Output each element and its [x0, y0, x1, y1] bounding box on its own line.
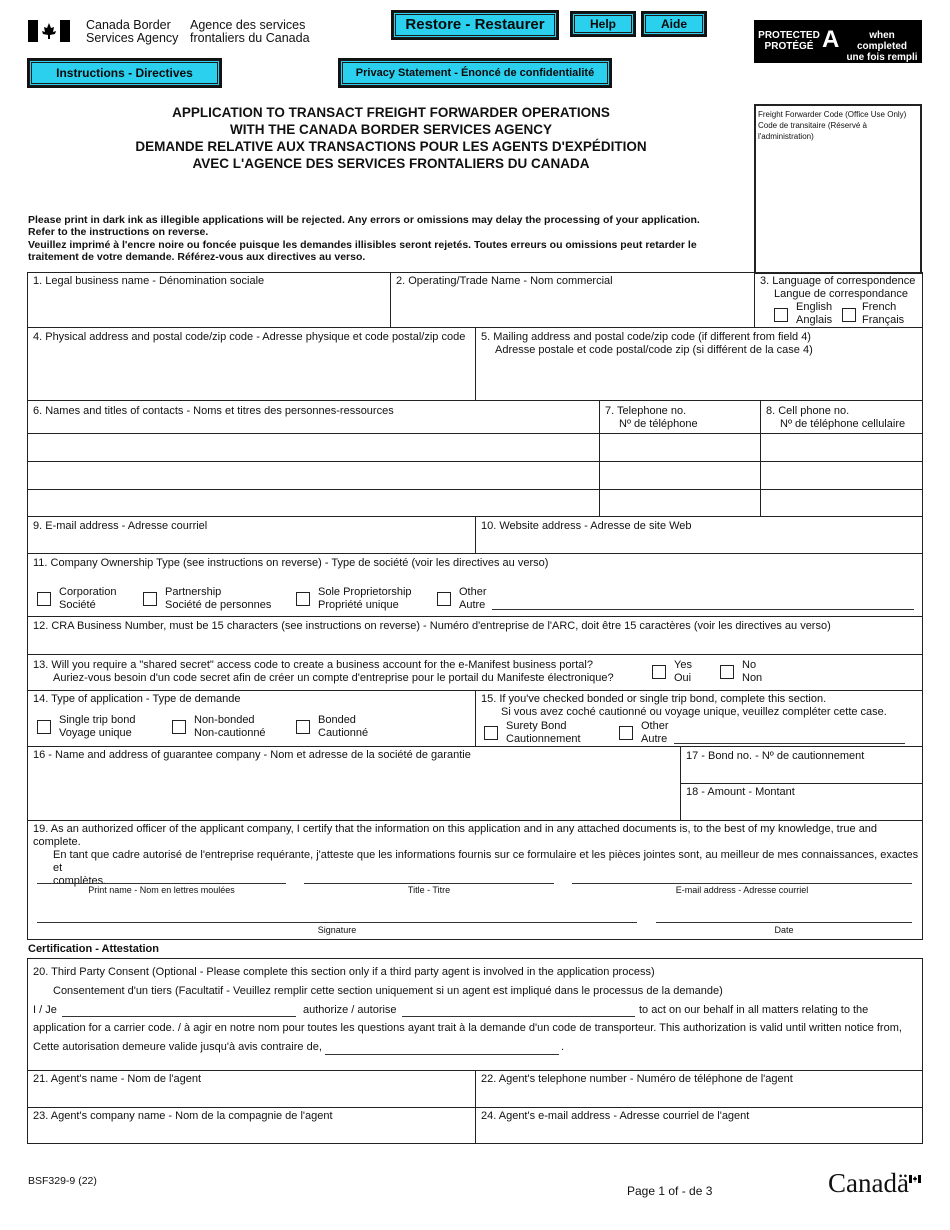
- agency-name-fr: Agence des services frontaliers du Canada: [190, 18, 310, 45]
- guarantee-company-label: 16 - Name and address of guarantee company - Nom et adresse de la société de garantie: [33, 749, 471, 761]
- bonded-label: Bonded Cautionné: [318, 714, 369, 739]
- authorize-label: authorize / autorise: [303, 1004, 397, 1016]
- shared-secret-label: 13. Will you require a "shared secret" access code to create a business account for the e-Manifest business portal? Auriez-vous besoin d'un code secret afin de créer un compte d'entreprise pour le portail du Manifeste électronique?: [33, 659, 614, 684]
- bond-number-label: 17 - Bond no. - Nº de cautionnement: [686, 750, 865, 762]
- title-field[interactable]: [304, 883, 554, 884]
- office-use-box: Freight Forwarder Code (Office Use Only) Code de transitaire (Réservé à l'administration): [754, 104, 922, 274]
- contact-name-field[interactable]: [30, 463, 596, 487]
- cell-phone-label: 8. Cell phone no. Nº de téléphone cellulaire: [766, 405, 906, 430]
- telephone-label: 7. Telephone no. Nº de téléphone: [605, 405, 698, 430]
- shared-secret-yes-label: Yes Oui: [674, 659, 692, 684]
- email-address-field[interactable]: [30, 534, 472, 551]
- to-act-label: to act on our behalf in all matters relating to the: [639, 1004, 869, 1016]
- sole-proprietorship-label: Sole Proprietorship Propriété unique: [318, 586, 412, 611]
- shared-secret-no-checkbox[interactable]: [720, 665, 734, 679]
- agent-company-field[interactable]: [30, 1124, 472, 1142]
- agency-name-en: Canada Border Services Agency: [86, 18, 179, 45]
- non-bonded-checkbox[interactable]: [172, 720, 186, 734]
- help-button[interactable]: Help: [572, 13, 634, 35]
- english-checkbox[interactable]: [774, 308, 788, 322]
- print-name-caption: Print name - Nom en lettres moulées: [88, 885, 235, 895]
- partnership-checkbox[interactable]: [143, 592, 157, 606]
- agent-name-field[interactable]: [30, 1087, 472, 1105]
- cra-number-label: 12. CRA Business Number, must be 15 characters (see instructions on reverse) - Numéro d'entreprise de l'ARC, doit être 15 caractères (voir les directives au verso): [33, 620, 831, 632]
- consent-period: .: [561, 1041, 565, 1053]
- surety-bond-label: Surety Bond Cautionnement: [506, 720, 581, 745]
- shared-secret-yes-checkbox[interactable]: [652, 665, 666, 679]
- protected-a-badge: PROTECTED PROTÉGÉ A when completed une fois rempli: [754, 20, 922, 63]
- website-label: 10. Website address - Adresse de site Web: [481, 520, 692, 532]
- bonded-checkbox[interactable]: [296, 720, 310, 734]
- other-ownership-label: Other Autre: [459, 586, 487, 611]
- partnership-label: Partnership Société de personnes: [165, 586, 272, 611]
- email-address-label: 9. E-mail address - Adresse courriel: [33, 520, 208, 532]
- french-label: French Français: [862, 301, 905, 326]
- operating-name-field[interactable]: [393, 290, 751, 324]
- cert-email-caption: E-mail address - Adresse courriel: [675, 885, 809, 895]
- physical-address-label: 4. Physical address and postal code/zip code - Adresse physique et code postal/zip code: [33, 331, 466, 343]
- privacy-statement-button[interactable]: Privacy Statement - Énoncé de confidentialité: [340, 60, 610, 86]
- aide-button[interactable]: Aide: [643, 13, 705, 35]
- contact-phone-field[interactable]: [602, 491, 757, 514]
- certification-statement: 19. As an authorized officer of the applicant company, I certify that the information on this application and in any attached documents is, to the best of my knowledge, true and complete. En tant que cadre autorisé de l'entreprise requérante, j'atteste que les informations fournis sur ce formulaire et les pièces jointes sont, au meilleur de mes connaissances, exactes et complètes.: [33, 823, 919, 887]
- single-trip-bond-label: Single trip bond Voyage unique: [59, 714, 136, 739]
- contact-cell-field[interactable]: [763, 435, 920, 459]
- agent-email-label: 24. Agent's e-mail address - Adresse courriel de l'agent: [481, 1110, 750, 1122]
- bond-number-field[interactable]: [683, 764, 920, 781]
- form-title: APPLICATION TO TRANSACT FREIGHT FORWARDER OPERATIONS WITH THE CANADA BORDER SERVICES AGENCY DEMANDE RELATIVE AUX TRANSACTIONS POUR LES AGENTS D'EXPÉDITION AVEC L'AGENCE DES SERVICES FRONTALIERS DU CANADA: [135, 105, 647, 171]
- instructions-button[interactable]: Instructions - Directives: [29, 60, 220, 86]
- third-party-consent-label: 20. Third Party Consent (Optional - Please complete this section only if a third party agent is involved in the application process): [33, 966, 655, 978]
- english-label: English Anglais: [796, 301, 833, 326]
- legal-business-name-label: 1. Legal business name - Dénomination sociale: [33, 275, 265, 287]
- print-name-field[interactable]: [37, 883, 286, 884]
- canada-wordmark-flag-icon: [909, 1170, 921, 1178]
- surety-bond-checkbox[interactable]: [484, 726, 498, 740]
- agent-company-label: 23. Agent's company name - Nom de la compagnie de l'agent: [33, 1110, 333, 1122]
- canada-flag-icon: [28, 20, 70, 42]
- date-field[interactable]: [656, 922, 912, 923]
- agent-name-label: 21. Agent's name - Nom de l'agent: [33, 1073, 202, 1085]
- date-caption: Date: [774, 925, 794, 935]
- contact-name-field[interactable]: [30, 435, 596, 459]
- agent-phone-field[interactable]: [478, 1087, 920, 1105]
- guarantee-company-field[interactable]: [30, 764, 676, 818]
- contact-phone-field[interactable]: [602, 435, 757, 459]
- sole-proprietorship-checkbox[interactable]: [296, 592, 310, 606]
- legal-business-name-field[interactable]: [30, 290, 386, 324]
- contact-name-field[interactable]: [30, 491, 596, 514]
- form-number: BSF329-9 (22): [28, 1175, 97, 1187]
- contact-cell-field[interactable]: [763, 463, 920, 487]
- page-number: Page 1 of - de 3: [627, 1184, 713, 1198]
- contact-cell-field[interactable]: [763, 491, 920, 514]
- other-ownership-checkbox[interactable]: [437, 592, 451, 606]
- website-field[interactable]: [478, 534, 920, 551]
- other-bond-label: Other Autre: [641, 720, 669, 745]
- agent-email-field[interactable]: [478, 1124, 920, 1142]
- french-checkbox[interactable]: [842, 308, 856, 322]
- cert-email-field[interactable]: [572, 883, 912, 884]
- signature-caption: Signature: [317, 925, 357, 935]
- bond-section-label: 15. If you've checked bonded or single trip bond, complete this section. Si vous avez coché cautionné ou voyage unique, veuillez compléter cette case.: [481, 693, 887, 718]
- language-label: 3. Language of correspondence Langue de correspondance: [760, 275, 916, 300]
- single-trip-bond-checkbox[interactable]: [37, 720, 51, 734]
- other-bond-checkbox[interactable]: [619, 726, 633, 740]
- corporation-label: Corporation Société: [59, 586, 117, 611]
- shared-secret-no-label: No Non: [742, 659, 763, 684]
- i-je-label: I / Je: [33, 1004, 57, 1016]
- mailing-address-label: 5. Mailing address and postal code/zip code (if different from field 4) Adresse postale et code postal/code zip (si différent de la case 4): [481, 331, 813, 356]
- operating-name-label: 2. Operating/Trade Name - Nom commercial: [396, 275, 613, 287]
- non-bonded-label: Non-bonded Non-cautionné: [194, 714, 266, 739]
- consent-name-field[interactable]: [62, 1016, 296, 1017]
- canada-wordmark: Canadä: [828, 1168, 909, 1198]
- mailing-address-field[interactable]: [478, 358, 920, 398]
- corporation-checkbox[interactable]: [37, 592, 51, 606]
- amount-label: 18 - Amount - Montant: [686, 786, 795, 798]
- consent-agent-field[interactable]: [402, 1016, 635, 1017]
- application-type-label: 14. Type of application - Type de demande: [33, 693, 241, 705]
- contacts-label: 6. Names and titles of contacts - Noms et titres des personnes-ressources: [33, 405, 394, 417]
- agent-phone-label: 22. Agent's telephone number - Numéro de téléphone de l'agent: [481, 1073, 793, 1085]
- other-ownership-field[interactable]: [492, 609, 914, 610]
- certification-heading: Certification - Attestation: [28, 943, 159, 955]
- signature-field[interactable]: [37, 922, 637, 923]
- intro-instructions: Please print in dark ink as illegible applications will be rejected. Any errors or omissions may delay the processing of your application. Refer to the instructions on reverse. Veuillez imprimé à l'encre noire ou foncée puisque les demandes illisibles seront rejetés. Toutes erreurs ou omissions peut retarder le traitement de votre demande. Référez-vous aux directives au verso.: [28, 214, 700, 263]
- consent-statement: application for a carrier code. / à agir en notre nom pour toutes les questions ayant trait à la demande d'un code de transporteur. This authorization is valid until written notice from,: [33, 1022, 902, 1034]
- restore-button[interactable]: Restore - Restaurer: [393, 12, 557, 38]
- other-bond-field[interactable]: [674, 743, 905, 744]
- title-caption: Title - Titre: [407, 885, 451, 895]
- amount-field[interactable]: [683, 800, 920, 818]
- consent-validity-label: Cette autorisation demeure valide jusqu'à avis contraire de,: [33, 1041, 322, 1053]
- contact-phone-field[interactable]: [602, 463, 757, 487]
- consent-until-field[interactable]: [325, 1054, 559, 1055]
- cra-number-field[interactable]: [30, 634, 920, 652]
- ownership-type-label: 11. Company Ownership Type (see instructions on reverse) - Type de société (voir les directives au verso): [33, 557, 549, 569]
- physical-address-field[interactable]: [30, 346, 472, 398]
- third-party-consent-label-fr: Consentement d'un tiers (Facultatif - Veuillez remplir cette section uniquement si un agent est impliqué dans le processus de la demande): [53, 985, 723, 997]
